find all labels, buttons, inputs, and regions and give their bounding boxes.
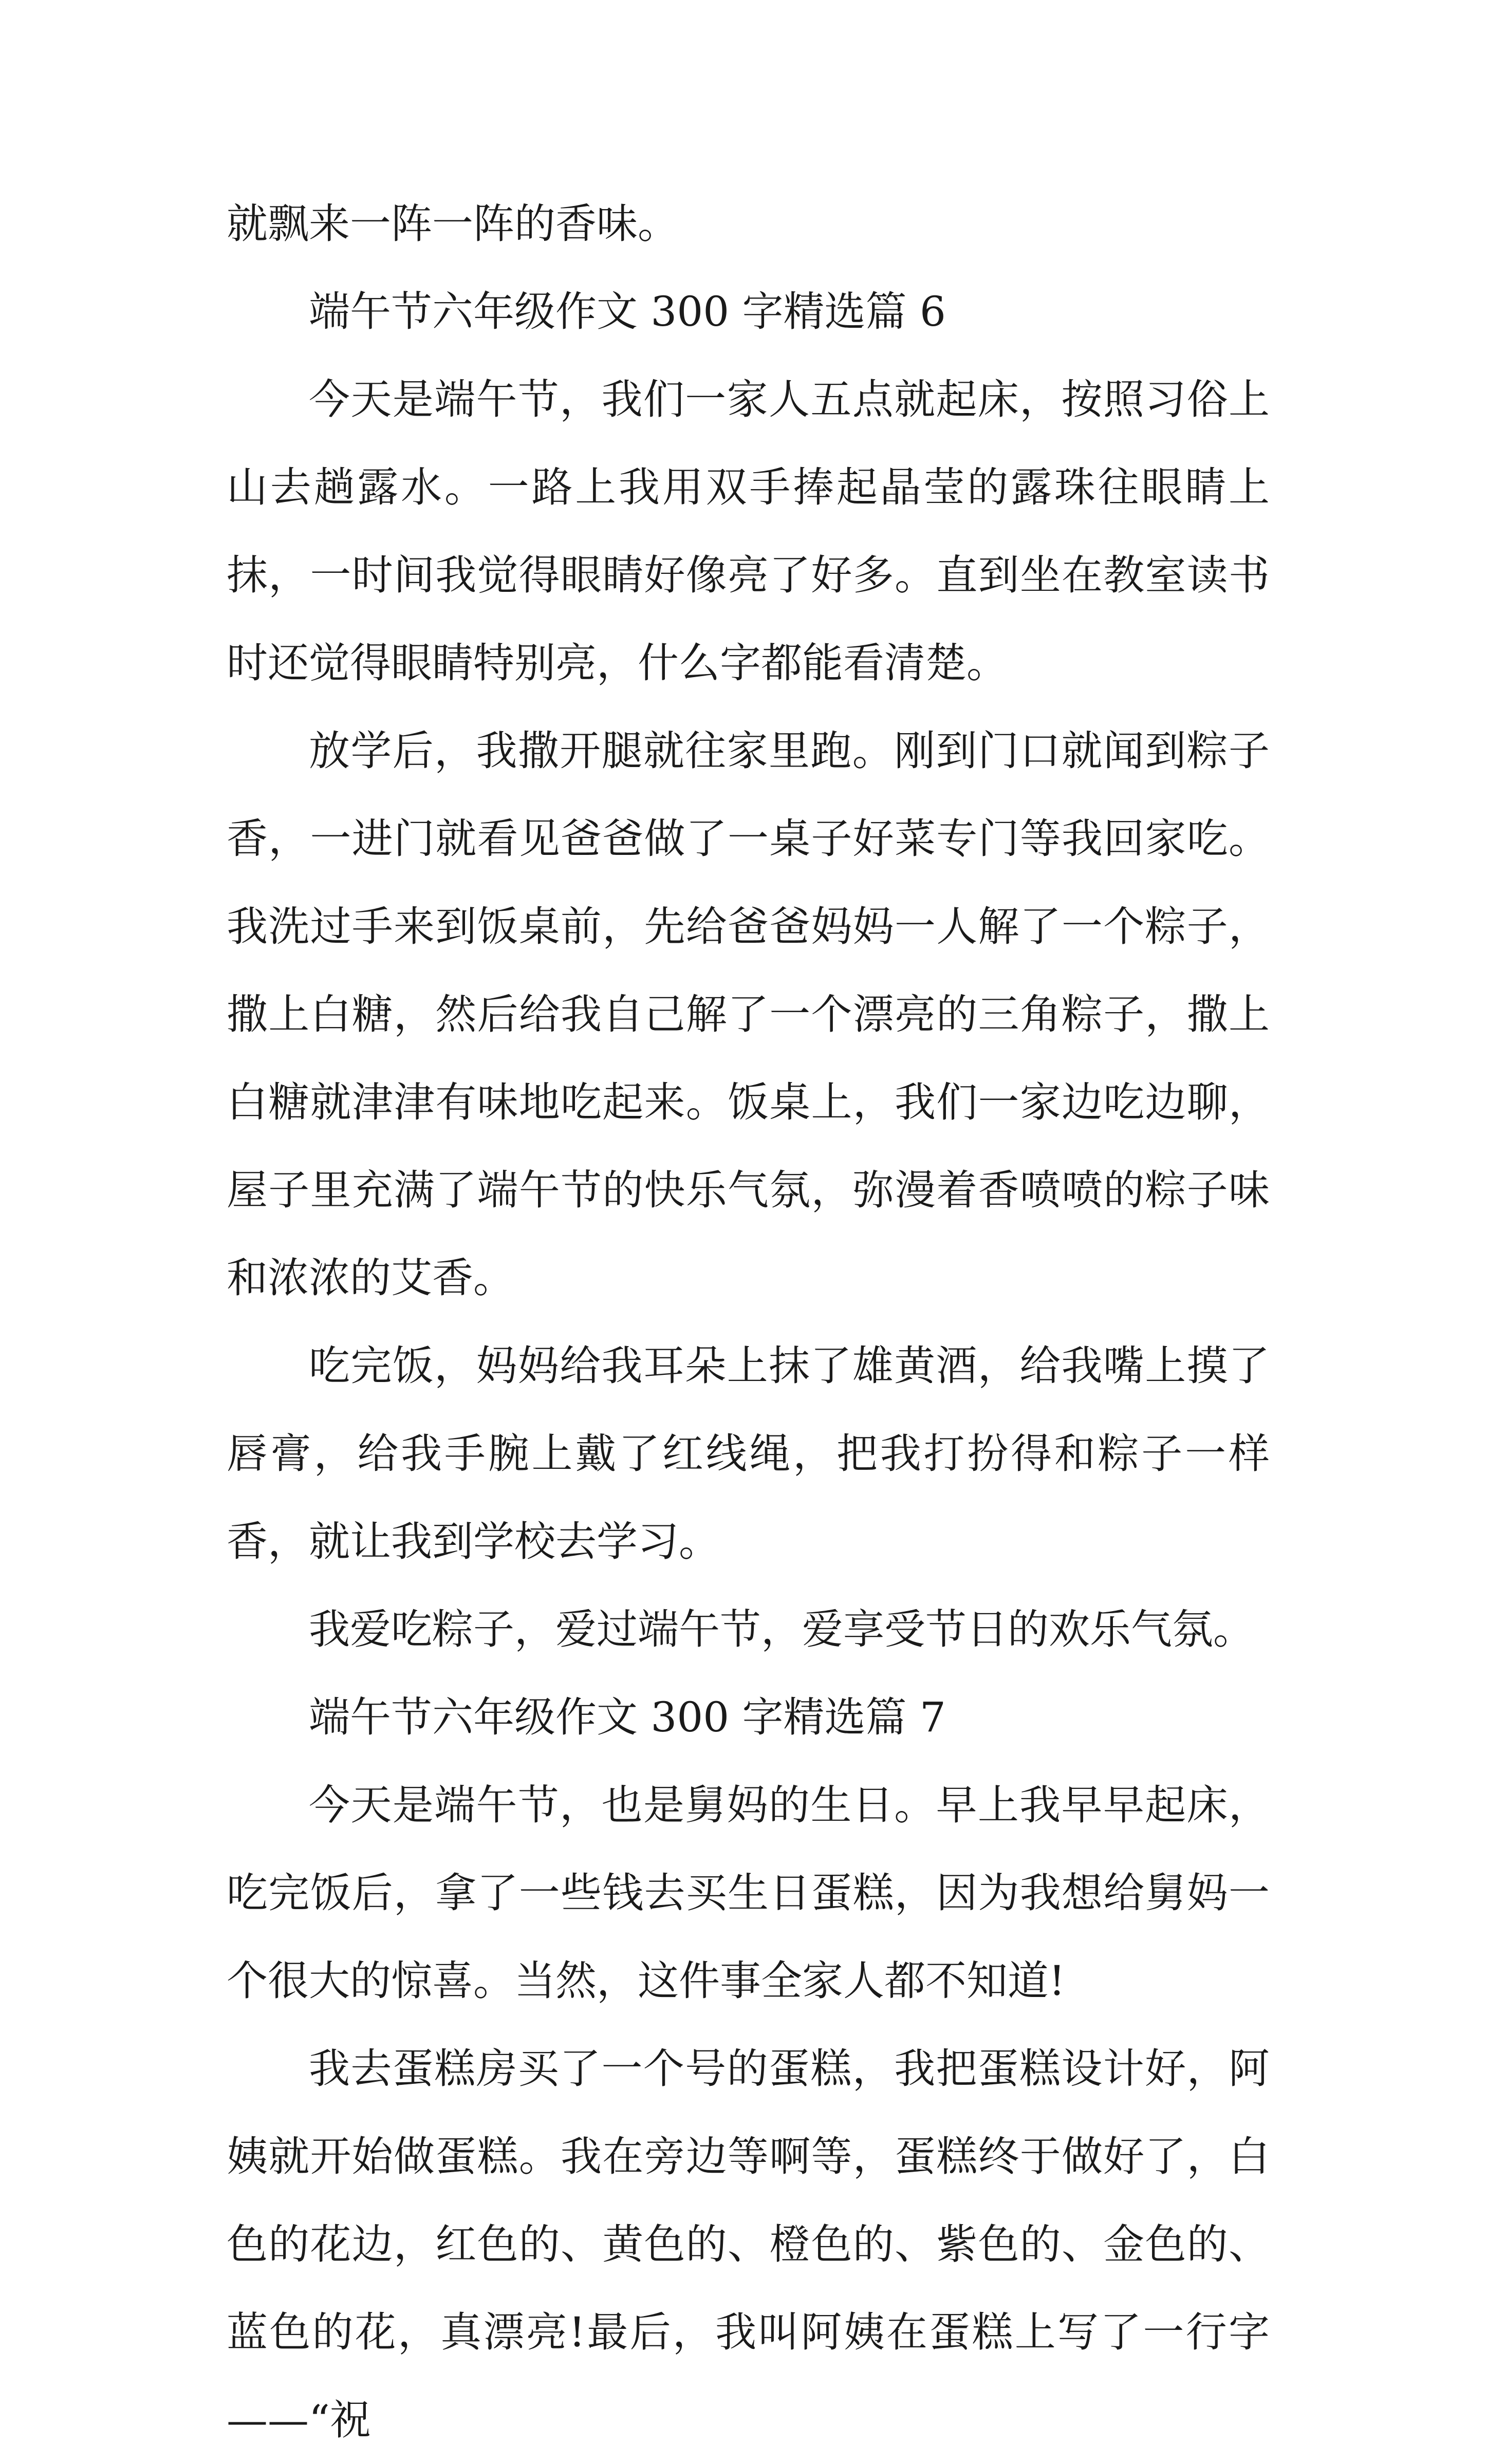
section-heading-7: 端午节六年级作文 300 字精选篇 7	[309, 1693, 946, 1741]
paragraph-continuation: 就飘来一阵一阵的香味。	[227, 200, 679, 248]
document-body	[227, 180, 1270, 2464]
paragraph: 吃完饭，妈妈给我耳朵上抹了雄黄酒，给我嘴上摸了唇膏，给我手腕上戴了红线绳，把我打扮得和粽子一样香，就让我到学校去学习。	[227, 1342, 1270, 1565]
paragraph: 放学后，我撒开腿就往家里跑。刚到门口就闻到粽子香，一进门就看见爸爸做了一桌子好菜专门等我回家吃。我洗过手来到饭桌前，先给爸爸妈妈一人解了一个粽子，撒上白糖，然后给我自己解了一个漂亮的三角粽子，撒上白糖就津津有味地吃起来。饭桌上，我们一家边吃边聊，屋子里充满了端午节的快乐气氛，弥漫着香喷喷的粽子味和浓浓的艾香。	[227, 727, 1270, 1302]
paragraph: 我爱吃粽子，爱过端午节，爱享受节日的欢乐气氛。	[309, 1606, 1254, 1653]
paragraph: 我去蛋糕房买了一个号的蛋糕，我把蛋糕设计好，阿姨就开始做蛋糕。我在旁边等啊等，蛋糕终于做好了，白色的花边，红色的、黄色的、橙色的、紫色的、金色的、蓝色的花，真漂亮!最后，我叫阿姨在蛋糕上写了一行字——“祝	[227, 2045, 1270, 2444]
section-heading-6: 端午节六年级作文 300 字精选篇 6	[309, 288, 946, 335]
paragraph: 今天是端午节，也是舅妈的生日。早上我早早起床，吃完饭后，拿了一些钱去买生日蛋糕，因为我想给舅妈一个很大的惊喜。当然，这件事全家人都不知道!	[227, 1781, 1270, 2005]
paragraph: 今天是端午节，我们一家人五点就起床，按照习俗上山去趟露水。一路上我用双手捧起晶莹的露珠往眼睛上抹，一时间我觉得眼睛好像亮了好多。直到坐在教室读书时还觉得眼睛特别亮，什么字都能看清楚。	[227, 376, 1270, 687]
